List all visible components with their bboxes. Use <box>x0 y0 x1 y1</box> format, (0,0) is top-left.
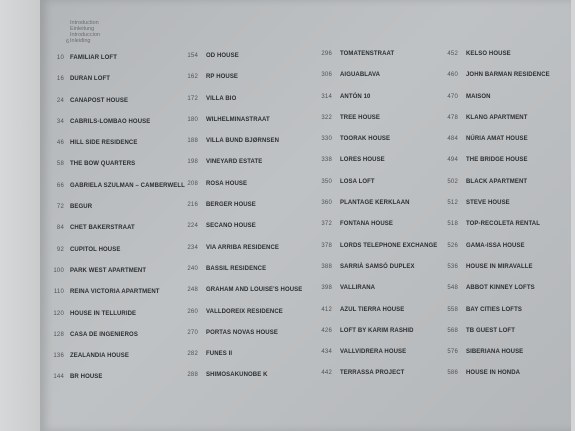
contents-entry <box>46 119 176 140</box>
contents-entry <box>314 285 444 306</box>
contents-entry <box>46 311 176 332</box>
entry-page-number: 518 <box>447 221 458 228</box>
entry-page-number: 120 <box>53 310 64 317</box>
entry-title: TERRASSA PROJECT <box>340 370 405 377</box>
contents-entry <box>314 328 444 349</box>
contents-column <box>440 51 570 392</box>
contents-entry <box>46 161 176 182</box>
contents-entry <box>46 140 176 161</box>
entry-title: JOHN BARMAN RESIDENCE <box>466 72 550 79</box>
intro-line-de: Einleitung <box>70 26 95 32</box>
entry-title: NÚRIA AMAT HOUSE <box>466 136 528 143</box>
entry-title: WILHELMINASTRAAT <box>206 116 270 123</box>
contents-entry <box>180 159 310 180</box>
entry-page-number: 388 <box>321 263 332 270</box>
entry-title: GAMA-ISSA HOUSE <box>466 242 525 249</box>
contents-entry <box>314 243 444 264</box>
contents-entry <box>314 179 444 200</box>
entry-title: TOMATENSTRAAT <box>340 51 395 57</box>
entry-title: RP HOUSE <box>206 74 239 81</box>
entry-page-number: 128 <box>53 331 64 338</box>
entry-page-number: 296 <box>321 51 332 57</box>
entry-title: BAY CITIES LOFTS <box>466 306 522 313</box>
entry-page-number: 92 <box>56 246 64 253</box>
contents-entry <box>180 351 310 372</box>
contents-entry <box>46 55 176 76</box>
entry-page-number: 58 <box>56 161 64 168</box>
entry-page-number: 576 <box>447 349 458 356</box>
entry-page-number: 426 <box>321 327 332 334</box>
contents-entry <box>46 268 176 289</box>
contents-entry <box>180 245 310 266</box>
entry-page-number: 144 <box>53 374 64 381</box>
entry-page-number: 484 <box>447 136 458 143</box>
entry-page-number: 224 <box>187 223 198 230</box>
entry-title: THE BRIDGE HOUSE <box>466 157 528 164</box>
contents-entry <box>440 200 570 221</box>
entry-page-number: 16 <box>56 76 64 83</box>
entry-page-number: 434 <box>321 349 332 356</box>
entry-page-number: 548 <box>447 285 458 292</box>
entry-title: HOUSE IN MIRAVALLE <box>466 263 533 270</box>
entry-title: BEGUR <box>70 204 93 211</box>
entry-page-number: 282 <box>187 351 198 358</box>
entry-page-number: 208 <box>187 180 198 187</box>
entry-page-number: 338 <box>321 157 332 164</box>
entry-title: BR HOUSE <box>70 374 103 381</box>
entry-page-number: 536 <box>447 263 458 270</box>
intro-line-es: Introduccion <box>70 32 100 38</box>
entry-title: REINA VICTORIA APARTMENT <box>70 289 160 296</box>
entry-page-number: 180 <box>187 116 198 123</box>
contents-entry <box>314 72 444 93</box>
entry-title: FAMILIAR LOFT <box>70 55 117 61</box>
contents-entry <box>180 96 310 117</box>
contents-entry <box>46 332 176 353</box>
entry-page-number: 322 <box>321 114 332 121</box>
contents-entry <box>46 353 176 374</box>
entry-page-number: 360 <box>321 200 332 207</box>
entry-title: ROSA HOUSE <box>206 180 248 187</box>
entry-page-number: 198 <box>187 159 198 166</box>
entry-title: LORES HOUSE <box>340 157 385 164</box>
contents-entry <box>440 94 570 115</box>
left-page-edge <box>0 0 40 431</box>
entry-title: PORTAS NOVAS HOUSE <box>206 329 278 336</box>
entry-title: CHET BAKERSTRAAT <box>70 225 135 232</box>
entry-title: VALLDOREIX RESIDENCE <box>206 308 283 315</box>
entry-page-number: 84 <box>56 225 64 232</box>
entry-page-number: 478 <box>447 114 458 121</box>
contents-entry <box>46 76 176 97</box>
entry-page-number: 372 <box>321 221 332 228</box>
intro-line-en: Introduction <box>70 20 99 26</box>
contents-entry <box>180 223 310 244</box>
entry-page-number: 452 <box>447 51 458 57</box>
entry-page-number: 248 <box>187 287 198 294</box>
entry-page-number: 162 <box>187 74 198 81</box>
contents-entry <box>314 157 444 178</box>
entry-title: DURAN LOFT <box>70 76 110 83</box>
contents-entry <box>440 115 570 136</box>
contents-entry <box>46 289 176 310</box>
entry-page-number: 398 <box>321 285 332 292</box>
entry-page-number: 526 <box>447 242 458 249</box>
contents-entry <box>440 349 570 370</box>
entry-title: ANTÓN 10 <box>340 93 371 100</box>
entry-title: THE BOW QUARTERS <box>70 161 136 168</box>
contents-entry <box>440 285 570 306</box>
contents-entry <box>314 307 444 328</box>
contents-column <box>180 53 310 394</box>
entry-page-number: 154 <box>187 53 198 59</box>
entry-title: OD HOUSE <box>206 53 239 59</box>
entry-page-number: 240 <box>187 265 198 272</box>
entry-title: TOORAK HOUSE <box>340 136 391 143</box>
contents-column <box>314 51 444 392</box>
entry-title: MAISON <box>466 93 491 100</box>
entry-title: HILL SIDE RESIDENCE <box>70 140 138 147</box>
entry-page-number: 502 <box>447 178 458 185</box>
entry-title: VALLVIDRERA HOUSE <box>340 349 407 356</box>
entry-title: CUPITOL HOUSE <box>70 246 121 253</box>
entry-title: LOSA LOFT <box>340 178 375 185</box>
entry-title: KLANG APARTMENT <box>466 114 528 121</box>
entry-title: TB GUEST LOFT <box>466 327 515 334</box>
contents-entry <box>314 370 444 391</box>
entry-title: BASSIL RESIDENCE <box>206 265 267 272</box>
entry-title: PARK WEST APARTMENT <box>70 267 147 274</box>
contents-entry <box>46 374 176 395</box>
entry-title: ABBOT KINNEY LOFTS <box>466 285 535 292</box>
entry-title: FUNES II <box>206 351 233 358</box>
contents-entry <box>314 51 444 72</box>
entry-page-number: 46 <box>56 140 64 147</box>
contents-entry <box>180 372 310 393</box>
contents-entry <box>440 136 570 157</box>
entry-page-number: 512 <box>447 200 458 207</box>
entry-title: TOP-RECOLETA RENTAL <box>466 221 541 228</box>
contents-entry <box>440 72 570 93</box>
contents-entry <box>314 221 444 242</box>
entry-page-number: 100 <box>53 267 64 274</box>
contents-entry <box>440 328 570 349</box>
intro-page-number: 6 <box>66 39 70 45</box>
entry-title: LORDS TELEPHONE EXCHANGE <box>340 242 438 249</box>
entry-title: PLANTAGE KERKLAAN <box>340 200 410 207</box>
contents-entry <box>180 181 310 202</box>
right-page-edge <box>571 0 575 431</box>
contents-entry <box>440 51 570 72</box>
entry-page-number: 10 <box>56 55 64 61</box>
contents-entry <box>46 247 176 268</box>
contents-entry <box>180 266 310 287</box>
entry-title: BLACK APARTMENT <box>466 178 528 185</box>
contents-entry <box>180 202 310 223</box>
entry-page-number: 172 <box>187 95 198 102</box>
contents-entry <box>180 138 310 159</box>
contents-entry <box>440 264 570 285</box>
entry-page-number: 188 <box>187 138 198 145</box>
entry-title: GABRIELA SZULMAN – CAMBERWELL <box>70 182 185 189</box>
entry-page-number: 494 <box>447 157 458 164</box>
entry-page-number: 216 <box>187 202 198 209</box>
contents-entry <box>440 179 570 200</box>
entry-title: LOFT BY KARIM RASHID <box>340 327 414 334</box>
entry-page-number: 24 <box>56 97 64 104</box>
entry-title: CASA DE INGENIEROS <box>70 331 138 338</box>
contents-entry <box>440 307 570 328</box>
entry-title: SECANO HOUSE <box>206 223 256 230</box>
contents-entry <box>440 157 570 178</box>
contents-entry <box>180 117 310 138</box>
entry-page-number: 66 <box>56 182 64 189</box>
contents-column <box>46 55 185 396</box>
contents-entry <box>180 53 310 74</box>
entry-page-number: 460 <box>447 72 458 79</box>
entry-page-number: 350 <box>321 178 332 185</box>
entry-title: KELSO HOUSE <box>466 51 511 57</box>
entry-page-number: 378 <box>321 242 332 249</box>
contents-entry <box>440 221 570 242</box>
entry-title: HOUSE IN TELLURIDE <box>70 310 137 317</box>
contents-entry <box>314 200 444 221</box>
entry-page-number: 442 <box>321 370 332 377</box>
intro-line-nl: Inleiding <box>70 38 91 44</box>
entry-page-number: 412 <box>321 306 332 313</box>
contents-entry <box>46 182 185 204</box>
contents-entry <box>180 287 310 308</box>
entry-title: CABRILS-LOMBAO HOUSE <box>70 118 151 125</box>
entry-title: GRAHAM AND LOUISE'S HOUSE <box>206 287 303 294</box>
entry-title: STEVE HOUSE <box>466 200 510 207</box>
entry-title: VIA ARRIBA RESIDENCE <box>206 244 280 251</box>
entry-page-number: 34 <box>56 118 64 125</box>
entry-title: CANAPOST HOUSE <box>70 97 129 104</box>
entry-title: TREE HOUSE <box>340 114 381 121</box>
entry-title: AZUL TIERRA HOUSE <box>340 306 405 313</box>
entry-title: FONTANA HOUSE <box>340 221 393 228</box>
entry-page-number: 260 <box>187 308 198 315</box>
entry-page-number: 306 <box>321 72 332 79</box>
entry-title: ZEALANDIA HOUSE <box>70 353 129 360</box>
contents-entry <box>314 94 444 115</box>
entry-page-number: 586 <box>447 370 458 377</box>
entry-title: VILLA BUND BJØRNSEN <box>206 138 280 145</box>
entry-page-number: 470 <box>447 93 458 100</box>
entry-page-number: 136 <box>53 353 64 360</box>
contents-entry <box>180 330 310 351</box>
contents-entry <box>314 115 444 136</box>
contents-entry <box>314 136 444 157</box>
contents-entry <box>180 74 310 95</box>
entry-page-number: 288 <box>187 372 198 379</box>
contents-entry <box>314 264 444 285</box>
contents-entry <box>440 243 570 264</box>
entry-title: VINEYARD ESTATE <box>206 159 263 166</box>
entry-page-number: 234 <box>187 244 198 251</box>
entry-page-number: 558 <box>447 306 458 313</box>
entry-page-number: 110 <box>53 289 64 296</box>
contents-entry <box>314 349 444 370</box>
contents-entry <box>180 309 310 330</box>
contents-entry <box>46 225 176 246</box>
entry-title: SHIMOSAKUNOBE K <box>206 372 268 379</box>
contents-entry <box>46 98 176 119</box>
entry-title: VILLA BIO <box>206 95 237 102</box>
contents-page <box>40 0 571 431</box>
entry-title: HOUSE IN HONDA <box>466 370 521 377</box>
entry-title: AIGUABLAVA <box>340 72 381 79</box>
entry-page-number: 314 <box>321 93 332 100</box>
introduction-heading <box>70 20 100 44</box>
contents-entry <box>46 204 176 225</box>
entry-page-number: 270 <box>187 329 198 336</box>
entry-title: VALLIRANA <box>340 285 376 292</box>
entry-title: SIBERIANA HOUSE <box>466 349 524 356</box>
entry-page-number: 72 <box>56 204 64 211</box>
entry-title: BERGER HOUSE <box>206 202 256 209</box>
contents-entry <box>440 370 570 391</box>
entry-page-number: 568 <box>447 327 458 334</box>
entry-page-number: 330 <box>321 136 332 143</box>
entry-title: SARRIÀ SAMSÓ DUPLEX <box>340 263 415 270</box>
